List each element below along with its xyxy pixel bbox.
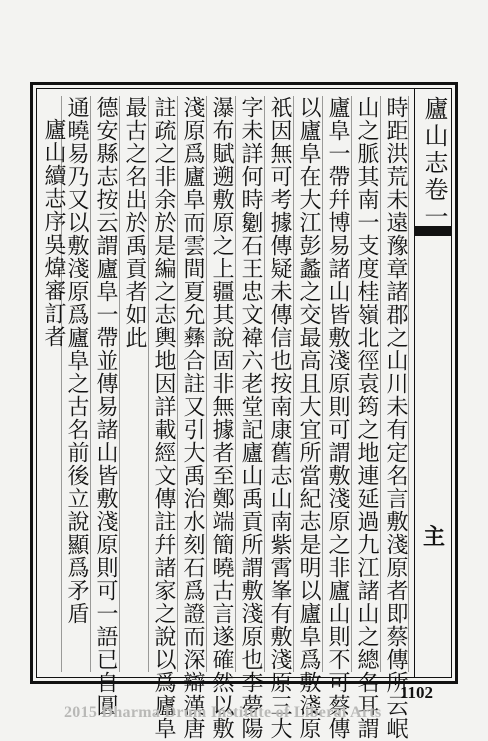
column-rule [322, 96, 323, 672]
text-column-8: 淺原爲廬阜而雲間夏允彝合註又引大禹治水刻石爲證而深辯漢唐 [180, 96, 205, 740]
column-rule [408, 96, 409, 672]
page-number: 1102 [400, 683, 434, 702]
column-rule [235, 96, 236, 672]
column-rule [206, 96, 207, 672]
text-column-11: 德安縣志按云謂廬阜一帶並傳易諸山皆敷淺原則可一語已自圓 [93, 96, 118, 717]
column-rule [177, 96, 178, 672]
column-rule [90, 96, 91, 672]
column-rule [119, 96, 120, 672]
text-column-3: 廬阜一帶幷博易諸山皆敷淺原則可謂敷淺原之非廬山則不可蔡傳 [325, 96, 350, 740]
column-rule [148, 96, 149, 672]
column-rule [351, 96, 352, 672]
text-column-13: 廬山續志序吳煒審訂者 [41, 118, 66, 348]
text-column-6: 字未詳何時劖石王忠文褘六老堂記廬山禹貢所謂敷淺原也李夢陽 [238, 96, 263, 740]
watermark-text: 2015 Dharma Drum Institute of Liberal Arts [64, 704, 382, 721]
text-column-2: 山之脈其南一支度桂嶺北徑袁筠之地連延過九江諸山之總名耳謂 [354, 96, 379, 740]
text-column-12: 通曉易乃又以敷淺原爲廬阜之古名前後立說顯爲矛盾 [64, 96, 89, 625]
center-strip-title: 廬山志卷一 [420, 96, 448, 231]
text-column-1: 時距洪荒未遠豫章諸郡之山川未有定名言敷淺原者即蔡傳所云岷 [383, 96, 408, 740]
center-strip-page: 主 [422, 524, 445, 550]
text-column-5: 祇因無可考據傳疑未傳信也按南康舊志山南紫霄峯有敷淺原三大 [267, 96, 292, 740]
text-column-10: 最古之名出於禹貢者如此 [122, 96, 147, 349]
text-column-9: 註疏之非余於是編之志輿地因詳載經文傳註幷諸家之說以爲廬阜 [151, 96, 176, 740]
column-rule [293, 96, 294, 672]
text-column-4: 以廬阜在大江彭蠡之交最高且大宜所當紀志是明以廬阜爲敷淺原 [296, 96, 321, 740]
text-column-7: 瀑布賦遡敷原之上疆其說固非無據者至鄭端簡曉古言遂確然以敷 [209, 96, 234, 740]
column-rule [380, 96, 381, 672]
column-rule [264, 96, 265, 672]
